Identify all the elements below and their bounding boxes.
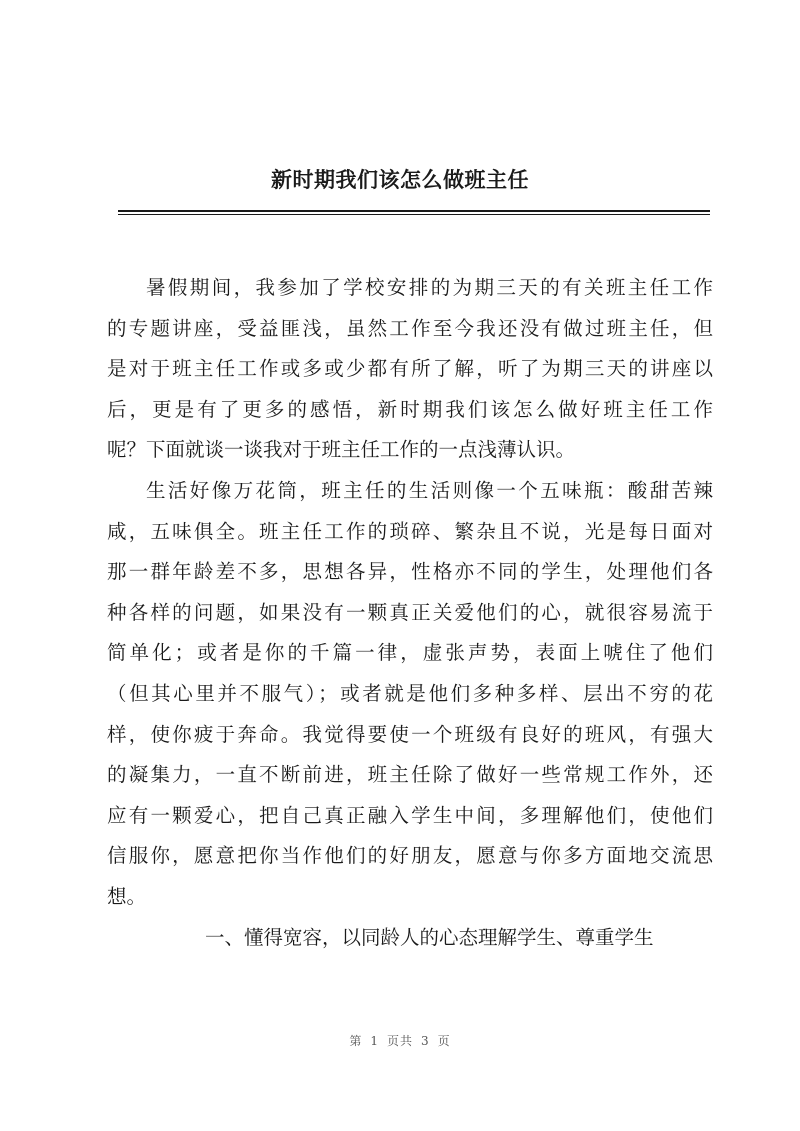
title-divider-thin bbox=[118, 214, 710, 215]
paragraph-line: 的凝集力，一直不断前进，班主任除了做好一些常规工作外，还 bbox=[107, 763, 713, 787]
document-body bbox=[107, 268, 713, 958]
paragraph-line: 应有一颗爱心，把自己真正融入学生中间，多理解他们，使他们 bbox=[107, 803, 713, 827]
paragraph-line: 信服你，愿意把你当作他们的好朋友，愿意与你多方面地交流思 bbox=[107, 844, 713, 868]
section-heading: 一、懂得宽容，以同龄人的心态理解学生、尊重学生 bbox=[205, 925, 654, 949]
footer-page-number: 1 bbox=[370, 1034, 379, 1048]
paragraph-line: 是对于班主任工作或多或少都有所了解，听了为期三天的讲座以 bbox=[107, 357, 713, 381]
paragraph-line: 种各样的问题，如果没有一颗真正关爱他们的心，就很容易流于 bbox=[107, 600, 713, 624]
footer-middle: 页共 bbox=[386, 1034, 413, 1048]
document-title: 新时期我们该怎么做班主任 bbox=[271, 167, 529, 192]
paragraph-line: 暑假期间，我参加了学校安排的为期三天的有关班主任工作 bbox=[146, 276, 713, 299]
footer-suffix: 页 bbox=[437, 1034, 451, 1048]
paragraph-line: 生活好像万花筒，班主任的生活则像一个五味瓶：酸甜苦辣 bbox=[146, 478, 713, 502]
page-footer bbox=[0, 1032, 800, 1049]
paragraph-line: 咸，五味俱全。班主任工作的琐碎、繁杂且不说，光是每日面对 bbox=[107, 519, 713, 543]
paragraph-line: 那一群年龄差不多，思想各异，性格亦不同的学生，处理他们各 bbox=[107, 560, 713, 584]
paragraph-line: 后，更是有了更多的感悟，新时期我们该怎么做好班主任工作 bbox=[107, 397, 713, 421]
title-divider bbox=[118, 210, 710, 212]
paragraph-line: 的专题讲座，受益匪浅，虽然工作至今我还没有做过班主任，但 bbox=[107, 316, 713, 340]
paragraph-line: 样，使你疲于奔命。我觉得要使一个班级有良好的班风，有强大 bbox=[107, 722, 713, 746]
footer-total-pages: 3 bbox=[421, 1034, 430, 1048]
paragraph-line: 想。 bbox=[107, 884, 147, 908]
paragraph-line: 简单化；或者是你的千篇一律，虚张声势，表面上唬住了他们 bbox=[107, 641, 713, 665]
footer-prefix: 第 bbox=[349, 1034, 363, 1048]
paragraph-line: 呢？下面就谈一谈我对于班主任工作的一点浅薄认识。 bbox=[107, 438, 576, 462]
paragraph-line: （但其心里并不服气）；或者就是他们多种多样、层出不穷的花 bbox=[107, 681, 713, 705]
